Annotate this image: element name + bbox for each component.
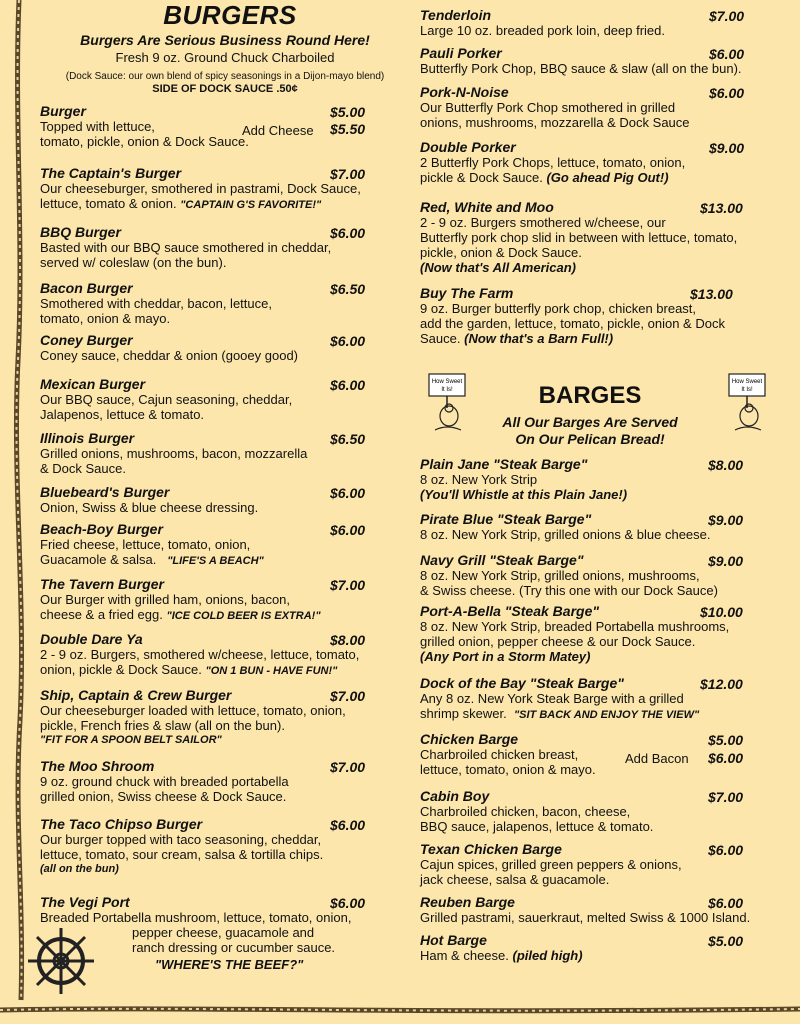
item-desc: served w/ coleslaw (on the bun). [40, 255, 227, 270]
item-desc: grilled onion, Swiss cheese & Dock Sauce. [40, 789, 287, 804]
item-desc: tomato, onion & mayo. [40, 311, 171, 326]
item-desc: lettuce, tomato, sour cream, salsa & tortilla chips. [40, 847, 324, 862]
item-price: $9.00 [708, 512, 744, 528]
item-tag: (piled high) [512, 948, 583, 963]
item-name: Hot Barge [420, 932, 487, 948]
item-tag: (You'll Whistle at this Plain Jane!) [420, 487, 628, 502]
item-tag: "ON 1 BUN - HAVE FUN!" [205, 665, 338, 677]
item-name: Port-A-Bella "Steak Barge" [420, 603, 599, 619]
item-desc: Our Burger with grilled ham, onions, bacon, [40, 592, 291, 607]
item-price: $10.00 [700, 604, 743, 620]
item-name: Coney Burger [40, 332, 133, 348]
item-price: $8.00 [708, 457, 744, 473]
item-name: Ship, Captain & Crew Burger [40, 687, 232, 703]
item-desc: Butterfly pork chop slid in between with lettuce, tomato, [420, 230, 738, 245]
item-price: $13.00 [700, 200, 743, 216]
dock-sauce-side: SIDE OF DOCK SAUCE .50¢ [152, 83, 298, 95]
list-item [40, 759, 380, 804]
item-tag: "WHERE'S THE BEEF?" [155, 957, 304, 972]
item-name: BBQ Burger [40, 224, 121, 240]
item-desc: Breaded Portabella mushroom, lettuce, tomato, onion, [40, 910, 352, 925]
item-tag: (Go ahead Pig Out!) [546, 170, 669, 185]
item-name: Red, White and Moo [420, 199, 554, 215]
item-desc: pepper cheese, guacamole and [132, 925, 315, 940]
how-sweet-sign-icon [727, 372, 769, 434]
item-desc: add the garden, lettuce, tomato, pickle, onion & Dock [420, 316, 725, 331]
item-tag: "FIT FOR A SPOON BELT SAILOR" [40, 734, 222, 746]
item-desc: Our burger topped with taco seasoning, cheddar, [40, 832, 322, 847]
item-price: $5.00 [708, 933, 744, 949]
svg-text:How Sweet: How Sweet [731, 379, 763, 385]
item-desc: 8 oz. New York Strip, grilled onions, mushrooms, [420, 568, 700, 583]
list-item [40, 104, 380, 149]
item-price: $6.00 [330, 817, 366, 833]
barges-subtitle-1: All Our Barges Are Served [502, 414, 678, 430]
item-price: $7.00 [330, 577, 366, 593]
item-desc: pickle, French fries & slaw (all on the bun). [40, 718, 285, 733]
item-tag: "SIT BACK AND ENJOY THE VIEW" [513, 709, 700, 721]
item-desc: 9 oz. ground chuck with breaded portabella [40, 774, 289, 789]
item-desc: Smothered with cheddar, bacon, lettuce, [40, 296, 272, 311]
item-name: Plain Jane "Steak Barge" [420, 456, 588, 472]
item-name: The Taco Chipso Burger [40, 816, 203, 832]
how-sweet-sign-icon [427, 372, 469, 434]
item-name: Pirate Blue "Steak Barge" [420, 511, 592, 527]
list-item [40, 522, 380, 569]
svg-text:It Is!: It Is! [441, 387, 453, 393]
add-bacon-label: Add Bacon [625, 751, 689, 766]
item-desc: Our BBQ sauce, Cajun seasoning, cheddar, [40, 392, 293, 407]
item-price: $6.00 [330, 522, 366, 538]
list-item [40, 333, 380, 363]
item-name: Dock of the Bay "Steak Barge" [420, 675, 624, 691]
item-desc: 2 - 9 oz. Burgers smothered w/cheese, our [420, 215, 666, 230]
item-desc: cheese & a fried egg. [40, 607, 163, 622]
item-price: $7.00 [709, 8, 745, 24]
item-tag: (Any Port in a Storm Matey) [420, 649, 591, 664]
item-desc: grilled onion, pepper cheese & our Dock Sauce. [420, 634, 696, 649]
item-price: $7.00 [330, 166, 366, 182]
item-desc: 8 oz. New York Strip [420, 472, 538, 487]
item-name: Bacon Burger [40, 280, 133, 296]
item-price: $6.00 [708, 842, 744, 858]
item-name: Cabin Boy [420, 788, 490, 804]
list-item [40, 377, 380, 422]
add-cheese-label: Add Cheese [242, 123, 314, 138]
item-price: $7.00 [330, 759, 366, 775]
item-desc: Charbroiled chicken breast, [420, 747, 579, 762]
item-name: Pauli Porker [420, 45, 502, 61]
burgers-title: BURGERS [163, 0, 297, 30]
item-desc: & Dock Sauce. [40, 461, 126, 476]
list-item [40, 281, 380, 326]
item-price: $6.50 [330, 431, 366, 447]
item-desc: pickle & Dock Sauce. [420, 170, 543, 185]
item-price: $6.00 [709, 85, 745, 101]
item-desc: Guacamole & salsa. [40, 552, 157, 567]
item-desc: 9 oz. Burger butterfly pork chop, chicken breast, [420, 301, 697, 316]
item-desc: 8 oz. New York Strip, grilled onions & blue cheese. [420, 527, 711, 542]
item-desc: Large 10 oz. breaded pork loin, deep fried. [420, 23, 666, 38]
item-name: Texan Chicken Barge [420, 841, 562, 857]
list-item [420, 286, 790, 346]
item-price: $6.00 [708, 895, 744, 911]
item-name: Tenderloin [420, 7, 492, 23]
item-name: Burger [40, 103, 86, 119]
item-price: $6.50 [330, 281, 366, 297]
item-price: $7.00 [708, 789, 744, 805]
item-name: Double Porker [420, 139, 516, 155]
item-price: $6.00 [330, 895, 366, 911]
item-price: $9.00 [708, 553, 744, 569]
svg-text:It Is!: It Is! [741, 387, 753, 393]
item-name: Pork-N-Noise [420, 84, 509, 100]
item-name: Reuben Barge [420, 894, 515, 910]
barges-title: BARGES [538, 382, 642, 409]
item-desc: Our cheeseburger loaded with lettuce, tomato, onion, [40, 703, 346, 718]
item-price: $6.00 [330, 333, 366, 349]
item-price: $6.00 [330, 485, 366, 501]
item-price: $8.00 [330, 632, 366, 648]
item-tag: (all on the bun) [40, 863, 119, 875]
svg-text:How Sweet: How Sweet [431, 379, 463, 385]
item-desc: Cajun spices, grilled green peppers & onions, [420, 857, 682, 872]
item-name: Mexican Burger [40, 376, 146, 392]
item-name: Beach-Boy Burger [40, 521, 163, 537]
item-tag: "LIFE'S A BEACH" [167, 555, 264, 567]
item-name: Navy Grill "Steak Barge" [420, 552, 584, 568]
item-desc: jack cheese, salsa & guacamole. [420, 872, 610, 887]
item-tag: "ICE COLD BEER IS EXTRA!" [166, 610, 321, 622]
item-desc: pickle, onion & Dock Sauce. [420, 245, 582, 260]
item-price: $5.00 [330, 104, 366, 120]
item-desc: ranch dressing or cucumber sauce. [132, 940, 336, 955]
rope-border-left [8, 0, 30, 1024]
item-price: $13.00 [690, 286, 733, 302]
list-item [40, 485, 380, 515]
item-desc: & Swiss cheese. (Try this one with our Dock Sauce) [420, 583, 718, 598]
item-name: The Vegi Port [40, 894, 130, 910]
item-desc: Jalapenos, lettuce & tomato. [40, 407, 205, 422]
item-desc: onions, mushrooms, mozzarella & Dock Sauce [420, 115, 690, 130]
item-name: Buy The Farm [420, 285, 514, 301]
item-desc: tomato, pickle, onion & Dock Sauce. [40, 134, 249, 149]
item-price: $6.00 [330, 225, 366, 241]
item-price: $7.00 [330, 688, 366, 704]
item-desc: Onion, Swiss & blue cheese dressing. [40, 500, 259, 515]
item-name: The Moo Shroom [40, 758, 155, 774]
add-cheese-price: $5.50 [330, 121, 366, 137]
item-name: Double Dare Ya [40, 631, 143, 647]
item-tag: "CAPTAIN G'S FAVORITE!" [180, 199, 322, 211]
item-name: The Tavern Burger [40, 576, 164, 592]
item-desc: Sauce. [420, 331, 461, 346]
item-desc: Topped with lettuce, [40, 119, 155, 134]
item-name: Chicken Barge [420, 731, 519, 747]
item-price: $6.00 [709, 46, 745, 62]
add-bacon-price: $6.00 [708, 750, 744, 766]
item-desc: BBQ sauce, jalapenos, lettuce & tomato. [420, 819, 654, 834]
item-price: $6.00 [330, 377, 366, 393]
item-desc: Charbroiled chicken, bacon, cheese, [420, 804, 631, 819]
list-item [40, 431, 380, 476]
item-desc: Our cheeseburger, smothered in pastrami, Dock Sauce, [40, 181, 361, 196]
rope-border-bottom [0, 1000, 800, 1020]
barges-subtitle-2: On Our Pelican Bread! [515, 431, 665, 447]
item-desc: Butterfly Pork Chop, BBQ sauce & slaw (all on the bun). [420, 61, 742, 76]
item-desc: Grilled pastrami, sauerkraut, melted Swiss & 1000 Island. [420, 910, 751, 925]
item-desc: Fried cheese, lettuce, tomato, onion, [40, 537, 251, 552]
item-desc: Ham & cheese. [420, 948, 509, 963]
burgers-slogan: Burgers Are Serious Business Round Here! [80, 32, 370, 48]
item-tag: (Now that's All American) [420, 260, 576, 275]
item-desc: shrimp skewer. [420, 706, 507, 721]
item-desc: Grilled onions, mushrooms, bacon, mozzarella [40, 446, 308, 461]
item-desc: 2 Butterfly Pork Chops, lettuce, tomato, onion, [420, 155, 686, 170]
dock-sauce-note: (Dock Sauce: our own blend of spicy seasonings in a Dijon-mayo blend) [65, 71, 385, 82]
burgers-subtitle: Fresh 9 oz. Ground Chuck Charboiled [115, 50, 335, 65]
item-desc: Coney sauce, cheddar & onion (gooey good) [40, 348, 299, 363]
item-desc: lettuce, tomato & onion. [40, 196, 177, 211]
item-desc: Any 8 oz. New York Steak Barge with a grilled [420, 691, 684, 706]
item-price: $9.00 [709, 140, 745, 156]
item-desc: lettuce, tomato, onion & mayo. [420, 762, 596, 777]
item-price: $12.00 [700, 676, 743, 692]
item-desc: 8 oz. New York Strip, breaded Portabella mushrooms, [420, 619, 730, 634]
item-desc: onion, pickle & Dock Sauce. [40, 662, 202, 677]
item-desc: Basted with our BBQ sauce smothered in cheddar, [40, 240, 332, 255]
item-tag: (Now that's a Barn Full!) [464, 331, 614, 346]
item-price: $5.00 [708, 732, 744, 748]
item-name: Bluebeard's Burger [40, 484, 170, 500]
item-desc: Our Butterfly Pork Chop smothered in grilled [420, 100, 676, 115]
item-name: Illinois Burger [40, 430, 135, 446]
item-name: The Captain's Burger [40, 165, 182, 181]
item-desc: 2 - 9 oz. Burgers, smothered w/cheese, lettuce, tomato, [40, 647, 360, 662]
